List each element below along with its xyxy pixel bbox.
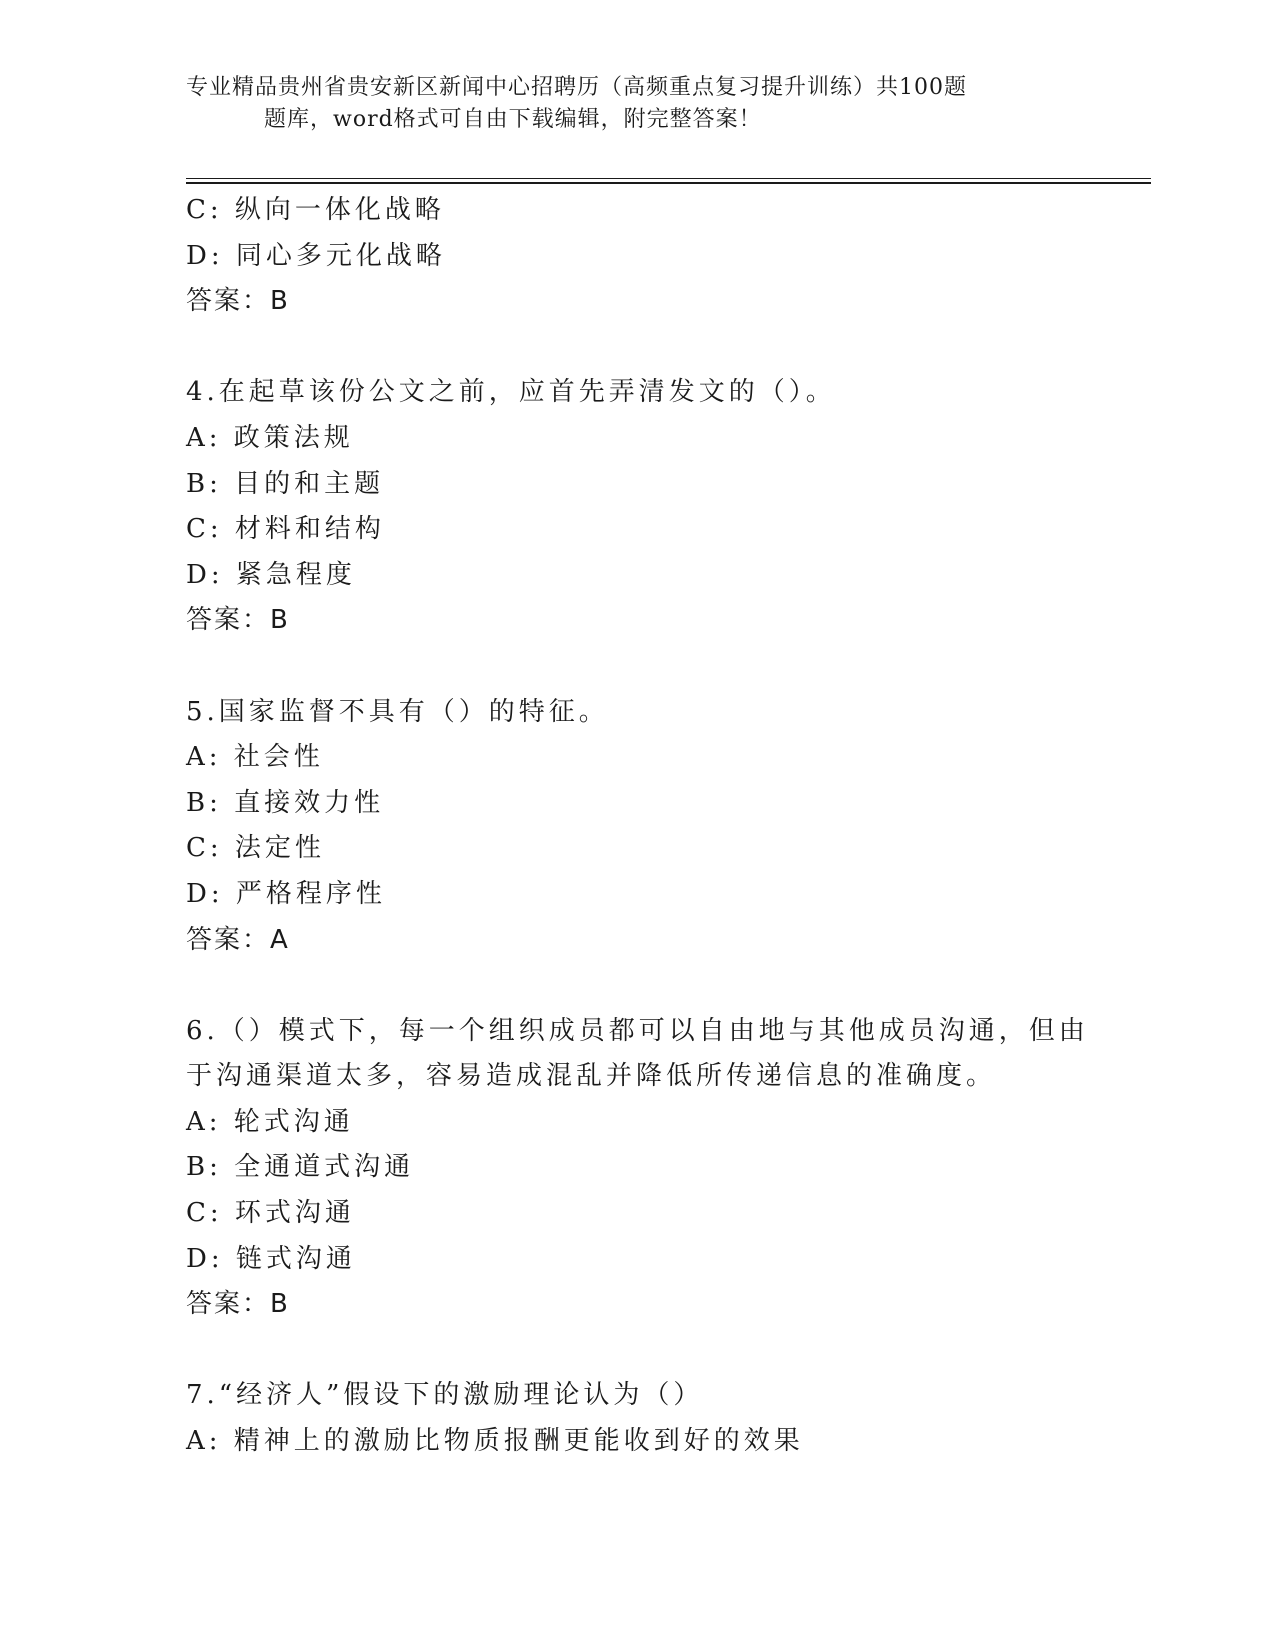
answer: 答案：B: [186, 286, 290, 317]
option-b: B: 目的和主题: [186, 468, 385, 499]
answer: 答案：B: [186, 1289, 290, 1320]
spacer: [186, 963, 1086, 1009]
option-d: D: 同心多元化战略: [186, 240, 446, 271]
question-4-block: [186, 370, 1086, 644]
header-title-line1: 专业精品贵州省贵安新区新闻中心招聘历（高频重点复习提升训练）共100题: [186, 75, 967, 100]
header-title-line2: 题库，word格式可自由下载编辑，附完整答案！: [264, 107, 762, 132]
header-rule-thin: [186, 178, 1151, 179]
answer: 答案：B: [186, 605, 290, 636]
option-a: A: 精神上的激励比物质报酬更能收到好的效果: [186, 1426, 804, 1457]
question-list: [186, 188, 1089, 1465]
question-text: 5.国家监督不具有（）的特征。: [186, 696, 609, 727]
question-7-block: [186, 1373, 1086, 1464]
spacer: [186, 644, 1086, 690]
question-5-block: [186, 690, 1086, 964]
spacer: [186, 1328, 1086, 1374]
option-c: C: 法定性: [186, 833, 325, 864]
option-d: D: 链式沟通: [186, 1243, 356, 1274]
question-text: 7.“经济人”假设下的激励理论认为（）: [186, 1380, 704, 1411]
question-text-line1: 6.（）模式下，每一个组织成员都可以自由地与其他成员沟通，但由: [186, 1015, 1089, 1046]
question-text-line2: 于沟通渠道太多，容易造成混乱并降低所传递信息的准确度。: [186, 1061, 997, 1092]
spacer: [186, 325, 1086, 371]
option-d: D: 紧急程度: [186, 559, 356, 590]
document-header: [186, 72, 1046, 136]
question-3-block: [186, 188, 1086, 325]
option-d: D: 严格程序性: [186, 878, 386, 909]
option-c: C: 材料和结构: [186, 514, 385, 545]
option-a: A: 社会性: [186, 742, 324, 773]
option-c: C: 环式沟通: [186, 1198, 355, 1229]
option-b: B: 直接效力性: [186, 787, 385, 818]
header-rule-thick: [186, 182, 1151, 184]
question-6-block: [186, 1009, 1089, 1328]
question-text: 4.在起草该份公文之前，应首先弄清发文的（）。: [186, 377, 836, 408]
answer: 答案：A: [186, 924, 290, 955]
option-a: A: 轮式沟通: [186, 1106, 354, 1137]
option-b: B: 全通道式沟通: [186, 1152, 415, 1183]
option-a: A: 政策法规: [186, 422, 354, 453]
option-c: C: 纵向一体化战略: [186, 195, 445, 225]
